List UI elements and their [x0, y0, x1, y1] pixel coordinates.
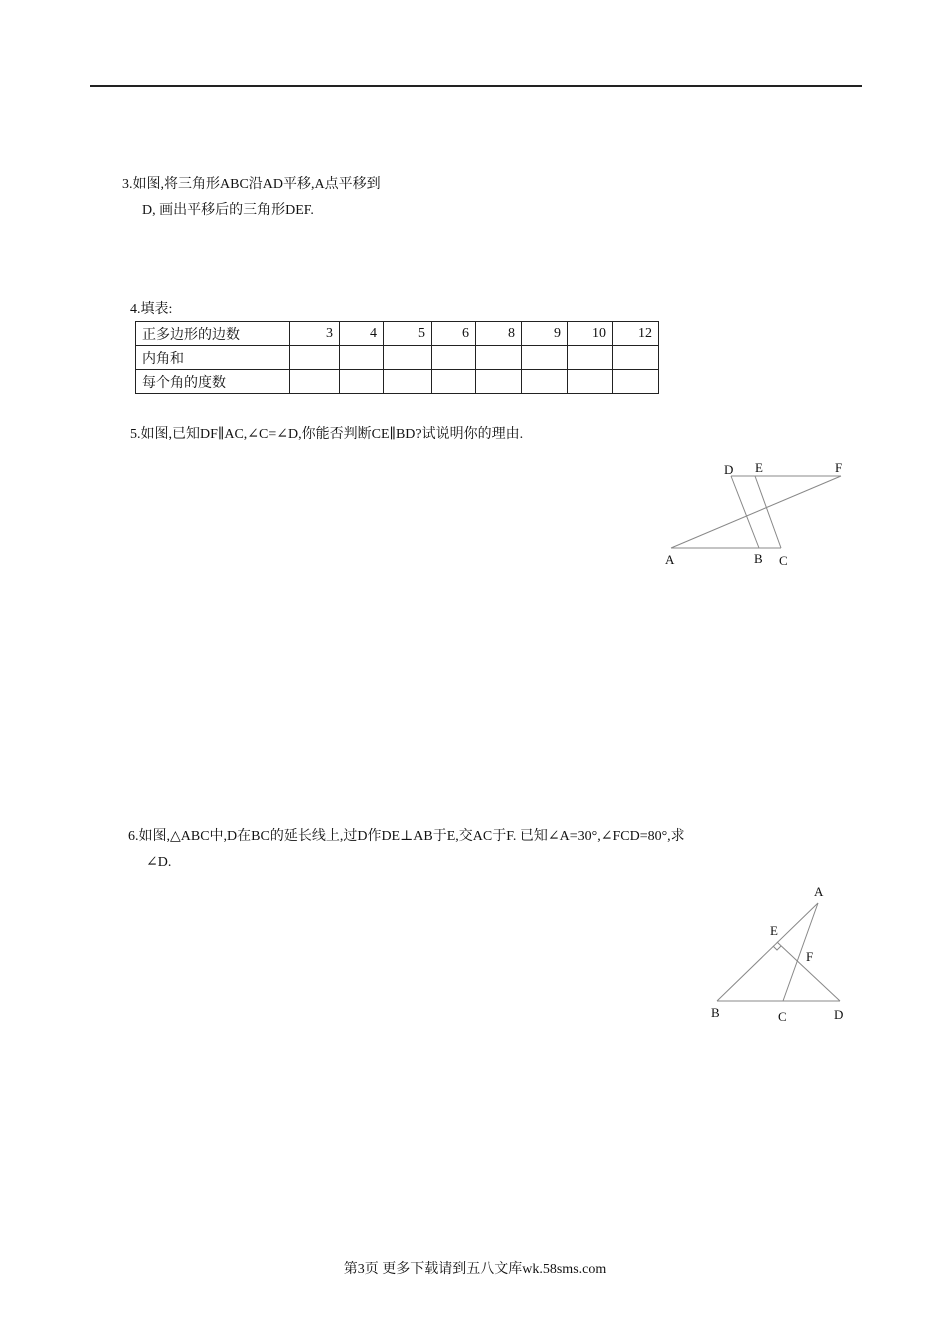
right-angle-mark	[773, 946, 781, 950]
q3-line1: 3.如图,将三角形ABC沿AD平移,A点平移到	[122, 177, 381, 192]
page-footer: 第3页 更多下载请到五八文库wk.58sms.com	[343, 1262, 607, 1277]
label-F: F	[806, 949, 814, 964]
label-E: E	[770, 923, 778, 938]
sides-cell: 12	[613, 322, 659, 346]
label-A: A	[814, 884, 824, 899]
label-B: B	[754, 551, 763, 566]
polygon-table	[135, 321, 659, 394]
answer-cell	[568, 370, 613, 394]
answer-cell	[290, 346, 340, 370]
q5-figure	[660, 455, 860, 575]
label-D: D	[834, 1007, 844, 1022]
sides-cell: 6	[432, 322, 476, 346]
label-E: E	[755, 460, 763, 475]
q6-line2: ∠D.	[146, 855, 172, 870]
row-label-each-angle: 每个角的度数	[136, 370, 290, 394]
answer-cell	[522, 370, 568, 394]
answer-cell	[613, 346, 659, 370]
sides-cell: 10	[568, 322, 613, 346]
answer-cell	[613, 370, 659, 394]
label-C: C	[779, 553, 788, 568]
answer-cell	[290, 370, 340, 394]
answer-cell	[568, 346, 613, 370]
answer-cell	[432, 346, 476, 370]
answer-cell	[384, 370, 432, 394]
label-F: F	[835, 460, 843, 475]
answer-cell	[522, 346, 568, 370]
line-EC	[755, 476, 781, 548]
sides-cell: 8	[476, 322, 522, 346]
line-AF	[671, 476, 841, 548]
q6-figure	[700, 875, 860, 1035]
label-D: D	[724, 462, 734, 477]
sides-cell: 3	[290, 322, 340, 346]
table-row	[136, 322, 659, 346]
answer-cell	[384, 346, 432, 370]
answer-cell	[340, 370, 384, 394]
q6-line1: 6.如图,△ABC中,D在BC的延长线上,过D作DE⊥AB于E,交AC于F. 已知∠A=30°,∠FCD=80°,求	[128, 829, 685, 844]
row-label-interior-sum: 内角和	[136, 346, 290, 370]
sides-cell: 9	[522, 322, 568, 346]
table-row	[136, 370, 659, 394]
line-BA	[717, 903, 818, 1001]
answer-cell	[432, 370, 476, 394]
q4-title: 4.填表:	[130, 302, 173, 317]
label-C: C	[778, 1009, 787, 1024]
answer-cell	[476, 370, 522, 394]
table-header-label: 正多边形的边数	[136, 322, 290, 346]
sides-cell: 4	[340, 322, 384, 346]
table-row	[136, 346, 659, 370]
sides-cell: 5	[384, 322, 432, 346]
label-B: B	[711, 1005, 720, 1020]
q3-line2: D, 画出平移后的三角形DEF.	[142, 203, 314, 218]
label-A: A	[665, 552, 675, 567]
q5-text: 5.如图,已知DF∥AC,∠C=∠D,你能否判断CE∥BD?试说明你的理由.	[130, 427, 524, 442]
header-rule	[90, 85, 862, 87]
answer-cell	[340, 346, 384, 370]
answer-cell	[476, 346, 522, 370]
